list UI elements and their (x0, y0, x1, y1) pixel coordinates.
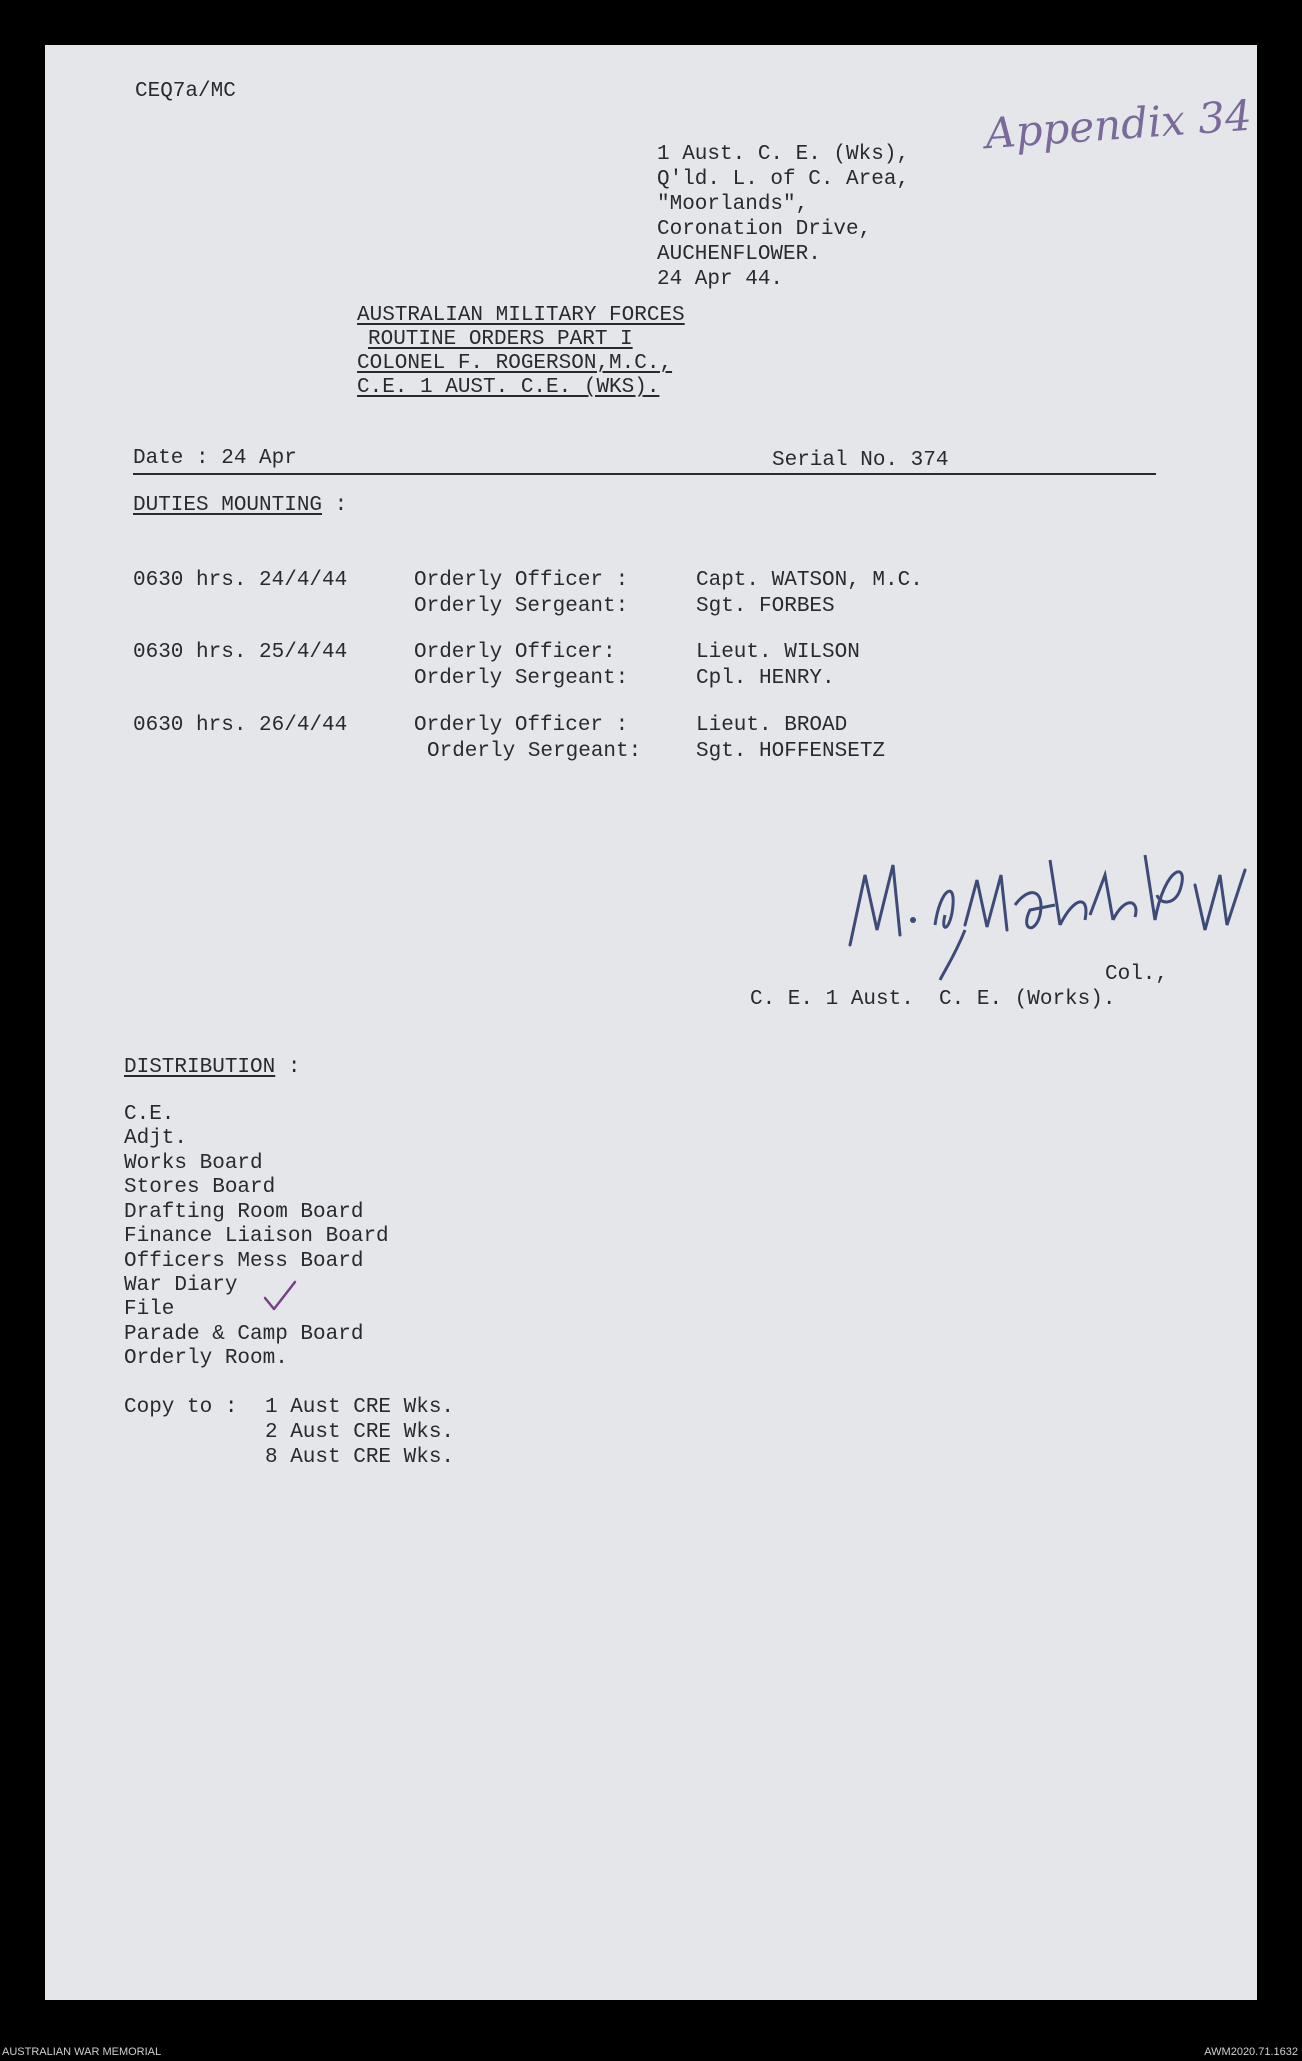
handwritten-appendix-note: Appendix 34 (983, 90, 1254, 159)
distribution-heading (124, 1055, 300, 1080)
distribution-item: War Diary (124, 1274, 238, 1297)
distribution-item: Works Board (124, 1152, 263, 1175)
address-line: AUCHENFLOWER. (657, 243, 821, 266)
signatory-title: C. E. 1 Aust. C. E. (Works). (750, 988, 1116, 1011)
reference-code: CEQ7a/MC (135, 80, 236, 103)
distribution-item: Stores Board (124, 1176, 276, 1199)
distribution-item: Adjt. (124, 1127, 188, 1150)
address-line: Q'ld. L. of C. Area, (657, 168, 910, 191)
duty-time: 0630 hrs. 25/4/44 (133, 641, 348, 664)
distribution-item: Officers Mess Board (124, 1250, 364, 1273)
duty-role: Orderly Sergeant: (427, 740, 642, 763)
title-line: COLONEL F. ROGERSON,M.C., (357, 352, 673, 375)
duty-role: Orderly Officer : (414, 714, 629, 737)
footer-right-accession: AWM2020.71.1632 (1204, 2046, 1298, 2058)
duties-heading-colon: : (334, 494, 348, 517)
duty-sergeant: Sgt. HOFFENSETZ (696, 740, 886, 763)
address-line: 1 Aust. C. E. (Wks), (657, 143, 910, 166)
address-line: Coronation Drive, (657, 218, 872, 241)
distribution-item: File (124, 1298, 175, 1321)
distribution-item: Drafting Room Board (124, 1201, 364, 1224)
copy-to-item: 1 Aust CRE Wks. (265, 1396, 455, 1419)
distribution-item: Parade & Camp Board (124, 1323, 364, 1346)
copy-to-item: 8 Aust CRE Wks. (265, 1446, 455, 1469)
title-line: C.E. 1 AUST. C.E. (WKS). (357, 376, 660, 399)
duty-role: Orderly Officer : (414, 569, 629, 592)
copy-to-label: Copy to : (124, 1396, 238, 1419)
duty-sergeant: Cpl. HENRY. (696, 667, 835, 690)
address-date: 24 Apr 44. (657, 268, 784, 291)
duty-sergeant: Sgt. FORBES (696, 595, 835, 618)
distribution-item: Orderly Room. (124, 1347, 288, 1370)
distribution-heading-colon: : (287, 1056, 301, 1079)
check-mark-icon (262, 1278, 298, 1314)
signatory-rank: Col., (1105, 963, 1169, 986)
serial-number: Serial No. 374 (772, 449, 949, 472)
duty-role: Orderly Sergeant: (414, 667, 629, 690)
duty-role: Orderly Sergeant: (414, 595, 629, 618)
document-page (45, 45, 1257, 2000)
duty-time: 0630 hrs. 26/4/44 (133, 714, 348, 737)
header-rule (133, 473, 1156, 475)
address-line: "Moorlands", (657, 193, 809, 216)
copy-to-item: 2 Aust CRE Wks. (265, 1421, 455, 1444)
duty-officer: Capt. WATSON, M.C. (696, 569, 923, 592)
duties-heading (133, 493, 347, 518)
footer-left-credit: AUSTRALIAN WAR MEMORIAL (2, 2046, 162, 2058)
duty-role: Orderly Officer: (414, 641, 616, 664)
duties-heading-text: DUTIES MOUNTING (133, 494, 323, 517)
duty-officer: Lieut. WILSON (696, 641, 860, 664)
distribution-item: C.E. (124, 1103, 175, 1126)
duty-officer: Lieut. BROAD (696, 714, 848, 737)
order-date: Date : 24 Apr (133, 447, 297, 470)
handwritten-signature (845, 835, 1255, 985)
distribution-heading-text: DISTRIBUTION (124, 1056, 276, 1079)
title-line: ROUTINE ORDERS PART I (368, 328, 633, 351)
duty-time: 0630 hrs. 24/4/44 (133, 569, 348, 592)
title-line: AUSTRALIAN MILITARY FORCES (357, 304, 685, 327)
distribution-item: Finance Liaison Board (124, 1225, 389, 1248)
